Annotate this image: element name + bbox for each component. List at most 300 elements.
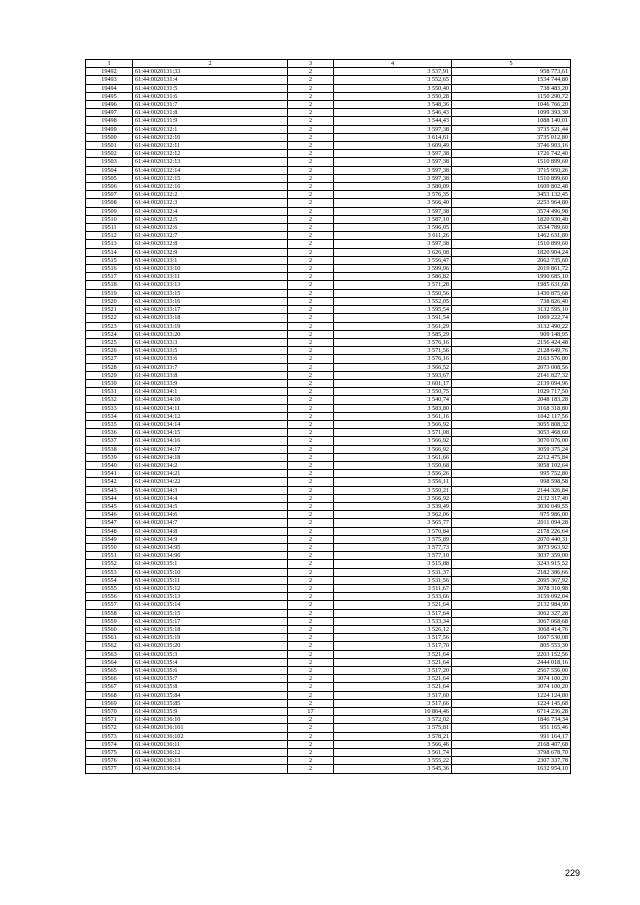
table-cell: 2 (288, 256, 334, 264)
table-cell: 2 (288, 502, 334, 510)
table-cell: 3534 789,60 (452, 224, 571, 232)
table-cell: 3 550,75 (334, 388, 452, 396)
table-cell: 2048 183,28 (452, 396, 571, 404)
table-row (86, 158, 571, 166)
table-cell: 61:44:0020132:4 (133, 207, 288, 215)
table-cell: 61:44:0020135:11 (133, 576, 288, 584)
table-cell: 3 566,92 (334, 420, 452, 428)
table-cell: 61:44:0020135:18 (133, 626, 288, 634)
table-cell: 61:44:0020133:15 (133, 289, 288, 297)
table-cell: 805 553,30 (452, 642, 571, 650)
table-cell: 3 597,38 (334, 166, 452, 174)
table-cell: 19561 (86, 634, 133, 642)
table-cell: 3073 963,92 (452, 543, 571, 551)
table-cell: 1150 290,72 (452, 92, 571, 100)
table-cell: 3 521,64 (334, 601, 452, 609)
table-cell: 19571 (86, 716, 133, 724)
table-cell: 2 (288, 453, 334, 461)
table-cell: 3 533,34 (334, 617, 452, 625)
table-cell: 3 566,92 (334, 494, 452, 502)
table-cell: 61:44:0020134:6 (133, 511, 288, 519)
table-cell: 2 (288, 330, 334, 338)
table-cell: 2 (288, 494, 334, 502)
table-cell: 2 (288, 125, 334, 133)
table-cell: 19542 (86, 478, 133, 486)
table-cell: 2 (288, 478, 334, 486)
table-row (86, 667, 571, 675)
table-cell: 2 (288, 338, 334, 346)
table-cell: 19513 (86, 240, 133, 248)
table-cell: 61:44:0020135:13 (133, 593, 288, 601)
table-cell: 61:44:0020134:16 (133, 437, 288, 445)
table-row (86, 740, 571, 748)
table-cell: 61:44:0020132:1 (133, 125, 288, 133)
table-cell: 1510 899,60 (452, 240, 571, 248)
table-cell: 2 (288, 215, 334, 223)
table-row (86, 724, 571, 732)
table-cell: 3 517,70 (334, 642, 452, 650)
table-cell: 2 (288, 404, 334, 412)
table-header-row (86, 60, 571, 68)
table-row (86, 699, 571, 707)
table-cell: 61:44:0020135:14 (133, 601, 288, 609)
table-cell: 3 561,66 (334, 453, 452, 461)
table-cell: 61:44:0020134:12 (133, 412, 288, 420)
table-cell: 19567 (86, 683, 133, 691)
table-cell: 19510 (86, 215, 133, 223)
table-cell: 3 556,11 (334, 478, 452, 486)
table-cell: 2 (288, 371, 334, 379)
table-cell: 19564 (86, 658, 133, 666)
table-cell: 19563 (86, 650, 133, 658)
table-cell: 2 (288, 142, 334, 150)
table-row (86, 494, 571, 502)
table-cell: 19523 (86, 322, 133, 330)
table-cell: 3168 318,80 (452, 404, 571, 412)
table-cell: 2 (288, 527, 334, 535)
table-cell: 3 576,16 (334, 338, 452, 346)
table-cell: 2 (288, 297, 334, 305)
table-cell: 19560 (86, 626, 133, 634)
table-cell: 61:44:0020134:8 (133, 527, 288, 535)
table-cell: 2139 094,96 (452, 379, 571, 387)
table-cell: 2 (288, 461, 334, 469)
table-row (86, 125, 571, 133)
table-cell: 3746 903,16 (452, 142, 571, 150)
table-cell: 2 (288, 420, 334, 428)
table-cell: 2 (288, 84, 334, 92)
table-cell: 19505 (86, 174, 133, 182)
table-cell: 1820 904,24 (452, 248, 571, 256)
table-cell: 3 609,49 (334, 142, 452, 150)
table-cell: 2 (288, 675, 334, 683)
table-cell: 3053 468,60 (452, 429, 571, 437)
table-row (86, 412, 571, 420)
table-cell: 2 (288, 691, 334, 699)
table-cell: 19574 (86, 740, 133, 748)
table-cell: 3 571,56 (334, 347, 452, 355)
table-row (86, 101, 571, 109)
table-cell: 3 552,05 (334, 297, 452, 305)
table-cell: 3037 359,00 (452, 552, 571, 560)
table-cell: 61:44:0020133:20 (133, 330, 288, 338)
table-cell: 2 (288, 224, 334, 232)
table-cell: 19559 (86, 617, 133, 625)
table-cell: 3 566,40 (334, 199, 452, 207)
table-cell: 1985 631,68 (452, 281, 571, 289)
table-cell: 61:44:0020134:3 (133, 486, 288, 494)
table-cell: 61:44:0020132:11 (133, 142, 288, 150)
table-cell: 2 (288, 634, 334, 642)
table-cell: 2 (288, 724, 334, 732)
table-cell: 2 (288, 716, 334, 724)
table-cell: 61:44:0020134:21 (133, 470, 288, 478)
table-cell: 61:44:0020135:3 (133, 650, 288, 658)
table-cell: 61:44:0020135:85 (133, 699, 288, 707)
table-cell: 2073 008,56 (452, 363, 571, 371)
table-cell: 3 545,36 (334, 765, 452, 773)
table-row (86, 453, 571, 461)
table-cell: 61:44:0020131:4 (133, 76, 288, 84)
table-cell: 19548 (86, 527, 133, 535)
table-row (86, 437, 571, 445)
table-cell: 3 576,16 (334, 355, 452, 363)
table-row (86, 109, 571, 117)
table-cell: 2 (288, 732, 334, 740)
table-cell: 3062 327,28 (452, 609, 571, 617)
table-row (86, 478, 571, 486)
table-cell: 1046 766,20 (452, 101, 571, 109)
table-row (86, 502, 571, 510)
table-cell: 19528 (86, 363, 133, 371)
table-cell: 2 (288, 609, 334, 617)
table-cell: 3030 049,55 (452, 502, 571, 510)
table-cell: 19538 (86, 445, 133, 453)
table-row (86, 330, 571, 338)
table-cell: 2 (288, 429, 334, 437)
table-cell: 3 548,36 (334, 101, 452, 109)
table-cell: 61:44:0020131:6 (133, 92, 288, 100)
table-row (86, 371, 571, 379)
table-cell: 2 (288, 749, 334, 757)
table-row (86, 117, 571, 125)
table-cell: 3 550,21 (334, 486, 452, 494)
table-cell: 19498 (86, 117, 133, 125)
table-cell: 2 (288, 199, 334, 207)
table-cell: 19518 (86, 281, 133, 289)
table-cell: 3 571,08 (334, 429, 452, 437)
table-cell: 1088 140,01 (452, 117, 571, 125)
table-cell: 61:44:0020134:2 (133, 461, 288, 469)
table-cell: 2 (288, 240, 334, 248)
table-cell: 3 531,56 (334, 576, 452, 584)
table-cell: 61:44:0020133:11 (133, 273, 288, 281)
table-cell: 61:44:0020132:2 (133, 191, 288, 199)
table-row (86, 732, 571, 740)
table-cell: 3715 950,26 (452, 166, 571, 174)
table-cell: 19573 (86, 732, 133, 740)
table-cell: 1607 530,08 (452, 634, 571, 642)
table-cell: 2 (288, 306, 334, 314)
table-cell: 2 (288, 191, 334, 199)
table-cell: 19534 (86, 412, 133, 420)
table-cell: 19520 (86, 297, 133, 305)
table-cell: 2 (288, 322, 334, 330)
table-row (86, 617, 571, 625)
table-cell: 19536 (86, 429, 133, 437)
table-cell: 2 (288, 757, 334, 765)
table-cell: 3 511,67 (334, 585, 452, 593)
table-row (86, 76, 571, 84)
table-cell: 2 (288, 560, 334, 568)
table-cell: 3132 490,22 (452, 322, 571, 330)
table-row (86, 404, 571, 412)
table-cell: 3 539,49 (334, 502, 452, 510)
table-cell: 19511 (86, 224, 133, 232)
table-row (86, 379, 571, 387)
table-cell: 61:44:0020135:6 (133, 667, 288, 675)
table-cell: 3058 102,64 (452, 461, 571, 469)
table-cell: 61:44:0020133:3 (133, 338, 288, 346)
table-cell: 61:44:0020134:22 (133, 478, 288, 486)
table-cell: 2 (288, 486, 334, 494)
table-cell: 1042 117,56 (452, 412, 571, 420)
table-cell: 2144 326,84 (452, 486, 571, 494)
table-cell: 3 599,96 (334, 265, 452, 273)
table-row (86, 273, 571, 281)
table-cell: 2 (288, 519, 334, 527)
table-cell: 2 (288, 265, 334, 273)
table-cell: 3 517,66 (334, 699, 452, 707)
page-number: 229 (565, 868, 581, 878)
table-cell: 3132 595,10 (452, 306, 571, 314)
table-cell: 3068 414,76 (452, 626, 571, 634)
table-cell: 19514 (86, 248, 133, 256)
table-cell: 61:44:0020133:6 (133, 355, 288, 363)
table-cell: 61:44:0020132:5 (133, 215, 288, 223)
table-cell: 2 (288, 658, 334, 666)
table-row (86, 133, 571, 141)
table-cell: 2 (288, 765, 334, 773)
table-cell: 3 591,54 (334, 314, 452, 322)
table-cell: 61:44:0020135:17 (133, 617, 288, 625)
table-cell: 2 (288, 174, 334, 182)
table-cell: 2163 576,80 (452, 355, 571, 363)
table-cell: 61:44:0020134:10 (133, 396, 288, 404)
table-cell: 3 626,08 (334, 248, 452, 256)
table-cell: 61:44:0020132:16 (133, 183, 288, 191)
table-row (86, 306, 571, 314)
table-cell: 61:44:0020133:7 (133, 363, 288, 371)
table-cell: 19533 (86, 404, 133, 412)
table-cell: 19526 (86, 347, 133, 355)
table-cell: 61:44:0020135:20 (133, 642, 288, 650)
table-row (86, 84, 571, 92)
table-row (86, 445, 571, 453)
table-cell: 3 565,77 (334, 519, 452, 527)
table-cell: 61:44:0020136:11 (133, 740, 288, 748)
table-cell: 3 540,74 (334, 396, 452, 404)
table-cell: 2 (288, 568, 334, 576)
table-row (86, 749, 571, 757)
table-cell: 61:44:0020136:102 (133, 732, 288, 740)
table-row (86, 486, 571, 494)
table-cell: 2 (288, 576, 334, 584)
table-cell: 19512 (86, 232, 133, 240)
table-row (86, 289, 571, 297)
table-cell: 1820 930,40 (452, 215, 571, 223)
table-cell: 3 517,60 (334, 691, 452, 699)
table-row (86, 461, 571, 469)
table-row (86, 166, 571, 174)
table-cell: 19544 (86, 494, 133, 502)
table-cell: 3 587,10 (334, 215, 452, 223)
table-cell: 17 (288, 708, 334, 716)
table-row (86, 535, 571, 543)
table-cell: 61:44:0020136:10 (133, 716, 288, 724)
table-row (86, 708, 571, 716)
table-cell: 19509 (86, 207, 133, 215)
table-cell: 19557 (86, 601, 133, 609)
table-cell: 61:44:0020132:3 (133, 199, 288, 207)
table-row (86, 675, 571, 683)
table-cell: 19545 (86, 502, 133, 510)
table-cell: 2062 735,60 (452, 256, 571, 264)
table-cell: 3453 132,45 (452, 191, 571, 199)
table-cell: 61:44:0020131:8 (133, 109, 288, 117)
table-cell: 61:44:0020135:1 (133, 560, 288, 568)
table-cell: 3 517,56 (334, 634, 452, 642)
table-cell: 1099 393,30 (452, 109, 571, 117)
table-cell: 19566 (86, 675, 133, 683)
table-cell: 19506 (86, 183, 133, 191)
table-cell: 3 566,52 (334, 363, 452, 371)
table-cell: 61:44:0020133:16 (133, 297, 288, 305)
table-cell: 61:44:0020135:15 (133, 609, 288, 617)
table-cell: 2 (288, 470, 334, 478)
table-cell: 6714 236,28 (452, 708, 571, 716)
table-cell: 3 597,38 (334, 207, 452, 215)
table-cell: 3 580,09 (334, 183, 452, 191)
table-cell: 3 531,37 (334, 568, 452, 576)
table-cell: 19519 (86, 289, 133, 297)
table-cell: 61:44:0020131:5 (133, 84, 288, 92)
table-cell: 3 566,92 (334, 437, 452, 445)
table-cell: 2 (288, 183, 334, 191)
table-cell: 61:44:0020136:13 (133, 757, 288, 765)
table-cell: 61:44:0020132:10 (133, 133, 288, 141)
table-cell: 3 561,74 (334, 749, 452, 757)
table-cell: 2 (288, 150, 334, 158)
table-cell: 19541 (86, 470, 133, 478)
table-cell: 1430 875,68 (452, 289, 571, 297)
table-cell: 3 550,56 (334, 289, 452, 297)
table-row (86, 150, 571, 158)
table-cell: 2 (288, 626, 334, 634)
table-cell: 19535 (86, 420, 133, 428)
table-cell: 998 598,58 (452, 478, 571, 486)
table-cell: 61:44:0020135:9 (133, 708, 288, 716)
table-row (86, 68, 571, 76)
table-cell: 3735 012,80 (452, 133, 571, 141)
table-cell: 61:44:0020134:95 (133, 543, 288, 551)
table-cell: 19495 (86, 92, 133, 100)
table-cell: 3 578,21 (334, 732, 452, 740)
table-cell: 1990 685,10 (452, 273, 571, 281)
table-row (86, 626, 571, 634)
table-cell: 19552 (86, 560, 133, 568)
table-cell: 61:44:0020132:12 (133, 150, 288, 158)
table-cell: 1224 124,80 (452, 691, 571, 699)
table-cell: 61:44:0020133:1 (133, 256, 288, 264)
table-cell: 2 (288, 593, 334, 601)
table-cell: 61:44:0020133:13 (133, 281, 288, 289)
table-cell: 3 577,73 (334, 543, 452, 551)
table-cell: 2 (288, 445, 334, 453)
table-cell: 2 (288, 379, 334, 387)
table-cell: 2567 556,00 (452, 667, 571, 675)
table-row (86, 199, 571, 207)
table-cell: 2 (288, 412, 334, 420)
table-cell: 3 575,89 (334, 535, 452, 543)
table-cell: 19565 (86, 667, 133, 675)
table-row (86, 240, 571, 248)
column-header: 5 (452, 60, 571, 68)
table-cell: 2 (288, 166, 334, 174)
table-row (86, 338, 571, 346)
table-cell: 2178 226,64 (452, 527, 571, 535)
table-cell: 3 537,91 (334, 68, 452, 76)
table-cell: 2132 317,40 (452, 494, 571, 502)
table-cell: 3 566,46 (334, 740, 452, 748)
table-cell: 3 611,26 (334, 232, 452, 240)
table-cell: 19555 (86, 585, 133, 593)
table-cell: 61:44:0020134:4 (133, 494, 288, 502)
table-cell: 3 595,54 (334, 306, 452, 314)
table-cell: 3 596,05 (334, 224, 452, 232)
table-cell: 3 556,47 (334, 256, 452, 264)
table-cell: 3 521,64 (334, 683, 452, 691)
table-cell: 2 (288, 437, 334, 445)
table-cell: 3059 375,24 (452, 445, 571, 453)
table-cell: 2 (288, 109, 334, 117)
table-cell: 3 550,40 (334, 84, 452, 92)
table-row (86, 420, 571, 428)
table-cell: 61:44:0020131:33 (133, 68, 288, 76)
table-cell: 61:44:0020135:19 (133, 634, 288, 642)
table-cell: 61:44:0020135:12 (133, 585, 288, 593)
table-cell: 2 (288, 740, 334, 748)
table-cell: 3 515,88 (334, 560, 452, 568)
table-cell: 3 562,06 (334, 511, 452, 519)
table-cell: 3 556,26 (334, 470, 452, 478)
table-cell: 2 (288, 207, 334, 215)
table-cell: 61:44:0020131:7 (133, 101, 288, 109)
table-row (86, 585, 571, 593)
table-cell: 19522 (86, 314, 133, 322)
table-cell: 975 986,00 (452, 511, 571, 519)
table-cell: 10 864,46 (334, 708, 452, 716)
table-cell: 19554 (86, 576, 133, 584)
table-cell: 2444 018,16 (452, 658, 571, 666)
table-cell: 3 544,43 (334, 117, 452, 125)
table-row (86, 429, 571, 437)
table-cell: 3 555,22 (334, 757, 452, 765)
table-row (86, 568, 571, 576)
table-row (86, 142, 571, 150)
table-cell: 3 533,66 (334, 593, 452, 601)
table-cell: 2 (288, 314, 334, 322)
